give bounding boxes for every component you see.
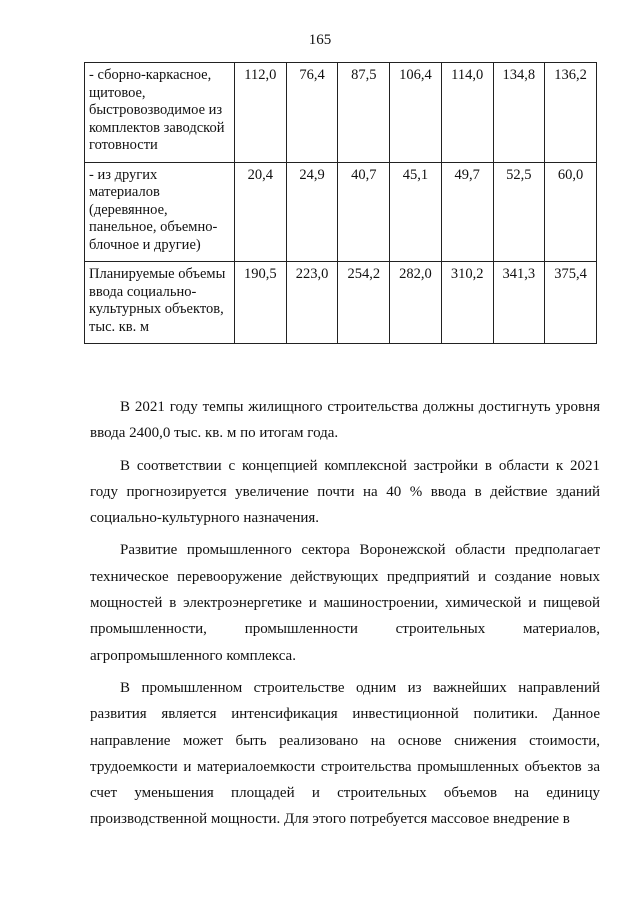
row-label: Планируемые объемы ввода социально-культурных объектов, тыс. кв. м — [85, 262, 235, 344]
paragraph-text: В соответствии с концепцией комплексной застройки в области к 2021 году прогнозируется увеличение почти на 40 % ввода в действие зданий социально-культурного назначения. — [90, 457, 600, 527]
page-number: 165 — [308, 32, 332, 48]
table-cell: 282,0 — [390, 262, 442, 344]
paragraph — [90, 675, 600, 833]
table-cell: 134,8 — [493, 63, 545, 163]
row-label: - сборно-каркасное, щитовое, быстровозводимое из комплектов заводской готовности — [85, 63, 235, 163]
table-cell: 20,4 — [235, 162, 287, 262]
data-table — [84, 62, 597, 344]
paragraph-text: Развитие промышленного сектора Воронежской области предполагает техническое перевооружение действующих предприятий и создание новых мощностей в электроэнергетике и машиностроении, химической и пищевой промышленности, промышленности строительных материалов, агропромышленного комплекса. — [90, 542, 600, 664]
table-cell: 49,7 — [441, 162, 493, 262]
table-cell: 112,0 — [235, 63, 287, 163]
table-cell: 24,9 — [286, 162, 338, 262]
table-cell: 310,2 — [441, 262, 493, 344]
table-cell: 136,2 — [545, 63, 597, 163]
table-cell: 60,0 — [545, 162, 597, 262]
table-row — [85, 63, 597, 163]
paragraph-text: В 2021 году темпы жилищного строительства должны достигнуть уровня ввода 2400,0 тыс. кв. м по итогам года. — [90, 399, 600, 442]
table-cell: 87,5 — [338, 63, 390, 163]
body-text — [90, 394, 600, 833]
table-cell: 114,0 — [441, 63, 493, 163]
table-row — [85, 162, 597, 262]
table-cell: 45,1 — [390, 162, 442, 262]
paragraph — [90, 394, 600, 447]
table-cell: 106,4 — [390, 63, 442, 163]
table-cell: 223,0 — [286, 262, 338, 344]
paragraph — [90, 537, 600, 668]
table-cell: 341,3 — [493, 262, 545, 344]
paragraph — [90, 453, 600, 532]
table-cell: 254,2 — [338, 262, 390, 344]
table-cell: 76,4 — [286, 63, 338, 163]
paragraph-text: В промышленном строительстве одним из важнейших направлений развития является интенсификация инвестиционной политики. Данное направление может быть реализовано на основе снижения стоимости, трудоемкости и материалоемкости строительства промышленных объектов за счет уменьшения площадей и строительных объемов на единицу производственной мощности. Для этого потребуется массовое внедрение в — [90, 679, 600, 828]
table-cell: 52,5 — [493, 162, 545, 262]
table-row — [85, 262, 597, 344]
table-cell: 40,7 — [338, 162, 390, 262]
table-cell: 190,5 — [235, 262, 287, 344]
row-label: - из других материалов (деревянное, панельное, объемно-блочное и другие) — [85, 162, 235, 262]
table-cell: 375,4 — [545, 262, 597, 344]
